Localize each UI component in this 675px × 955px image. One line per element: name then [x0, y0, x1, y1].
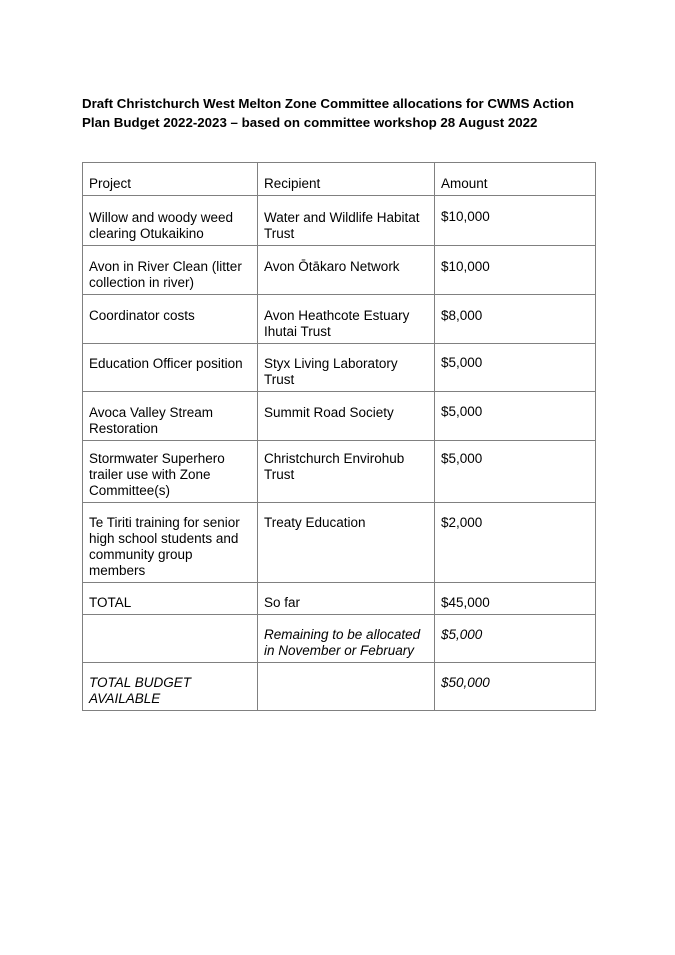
cell-project: Coordinator costs	[83, 295, 258, 344]
cell-project: TOTAL BUDGET AVAILABLE	[83, 663, 258, 711]
cell-amount: $45,000	[435, 583, 596, 615]
title-line-2: Plan Budget 2022-2023 – based on committee workshop 28 August 2022	[82, 115, 538, 130]
table-row	[83, 663, 596, 711]
table-row	[83, 295, 596, 344]
cell-project	[83, 615, 258, 663]
cell-amount: $5,000	[435, 615, 596, 663]
cell-project: Willow and woody weed clearing Otukaikino	[83, 196, 258, 246]
table-row	[83, 246, 596, 295]
cell-project: TOTAL	[83, 583, 258, 615]
header-project: Project	[83, 163, 258, 196]
table-row	[83, 441, 596, 503]
table-row	[83, 344, 596, 392]
table-row	[83, 583, 596, 615]
title-line-1: Draft Christchurch West Melton Zone Committee allocations for CWMS Action	[82, 96, 575, 111]
table-row	[83, 615, 596, 663]
table-row	[83, 503, 596, 583]
header-amount: Amount	[435, 163, 596, 196]
cell-amount: $8,000	[435, 295, 596, 344]
cell-recipient: Treaty Education	[258, 503, 435, 583]
cell-project: Stormwater Superhero trailer use with Zone Committee(s)	[83, 441, 258, 503]
cell-project: Avoca Valley Stream Restoration	[83, 392, 258, 441]
cell-amount: $5,000	[435, 392, 596, 441]
cell-recipient: Christchurch Envirohub Trust	[258, 441, 435, 503]
cell-amount: $10,000	[435, 196, 596, 246]
cell-recipient: Avon Ōtākaro Network	[258, 246, 435, 295]
table-header-row	[83, 163, 596, 196]
cell-amount: $5,000	[435, 441, 596, 503]
cell-amount: $5,000	[435, 344, 596, 392]
cell-recipient: Avon Heathcote Estuary Ihutai Trust	[258, 295, 435, 344]
table-row	[83, 196, 596, 246]
cell-project: Te Tiriti training for senior high school students and community group members	[83, 503, 258, 583]
cell-recipient: Water and Wildlife Habitat Trust	[258, 196, 435, 246]
cell-amount: $2,000	[435, 503, 596, 583]
cell-recipient: Summit Road Society	[258, 392, 435, 441]
cell-recipient: Styx Living Laboratory Trust	[258, 344, 435, 392]
allocation-table	[82, 162, 596, 711]
cell-recipient	[258, 663, 435, 711]
cell-recipient: Remaining to be allocated in November or February	[258, 615, 435, 663]
document-title	[82, 94, 622, 132]
table-row	[83, 392, 596, 441]
cell-recipient: So far	[258, 583, 435, 615]
cell-amount: $10,000	[435, 246, 596, 295]
cell-project: Education Officer position	[83, 344, 258, 392]
cell-project: Avon in River Clean (litter collection in river)	[83, 246, 258, 295]
header-recipient: Recipient	[258, 163, 435, 196]
cell-amount: $50,000	[435, 663, 596, 711]
